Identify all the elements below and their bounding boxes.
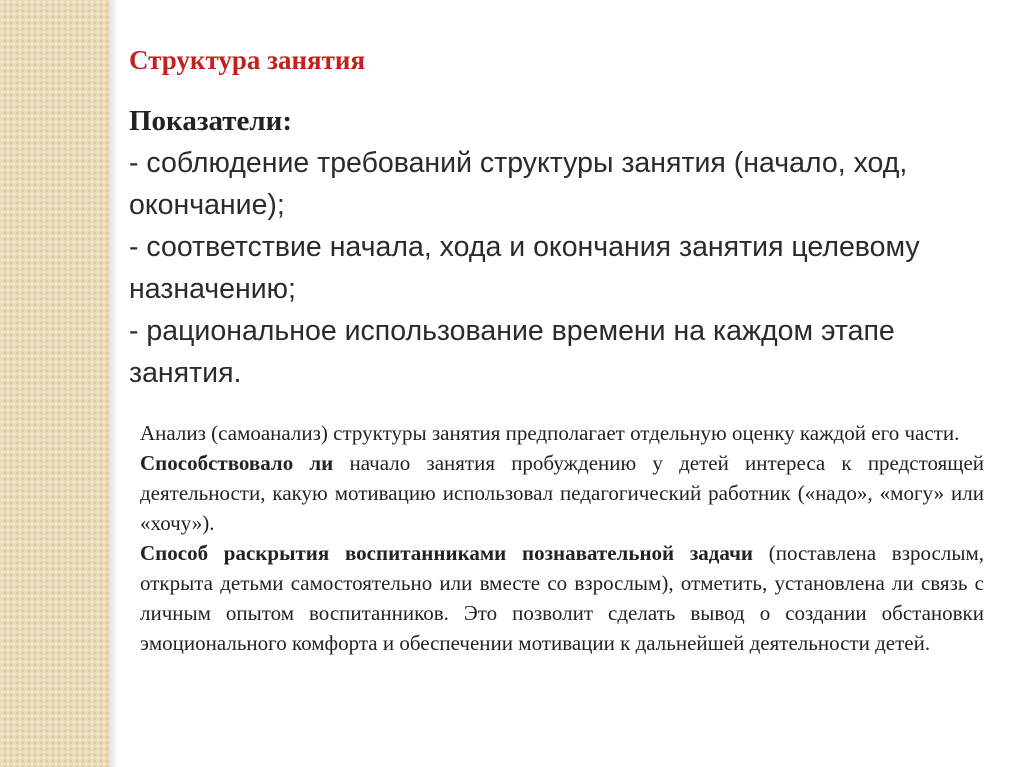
analysis-p3-bold: Способ раскрытия воспитанниками познавательной задачи	[140, 541, 754, 565]
indicators-block	[129, 100, 999, 394]
indicator-item: - соответствие начала, хода и окончания занятия целевому назначению;	[129, 231, 920, 305]
analysis-paragraph-3	[140, 538, 984, 658]
analysis-p2-bold: Способствовало ли	[140, 451, 334, 475]
slide-title: Структура занятия	[129, 45, 366, 75]
side-strip-shadow	[110, 0, 118, 767]
analysis-block	[140, 418, 984, 658]
analysis-intro: Анализ (самоанализ) структуры занятия предполагает отдельную оценку каждой его части.	[140, 421, 960, 445]
indicators-heading: Показатели:	[129, 105, 292, 137]
indicator-item: - рациональное использование времени на каждом этапе занятия.	[129, 315, 895, 389]
decorative-side-strip	[0, 0, 110, 767]
analysis-p2-text: начало занятия пробуждению у детей интереса к предстоящей деятельности, какую мотивацию использовал педагогический работник («надо», «могу» или «хочу»).	[140, 451, 984, 535]
analysis-paragraph-2	[140, 448, 984, 538]
analysis-p3-text: (поставлена взрослым, открыта детьми самостоятельно или вместе со взрослым), отметить, установлена ли связь с личным опытом воспитанников. Это позволит сделать вывод о создании обстановки эмоционального комфорта и обеспечении мотивации к дальнейшей деятельности детей.	[140, 541, 984, 655]
indicator-item: - соблюдение требований структуры занятия (начало, ход, окончание);	[129, 147, 908, 221]
